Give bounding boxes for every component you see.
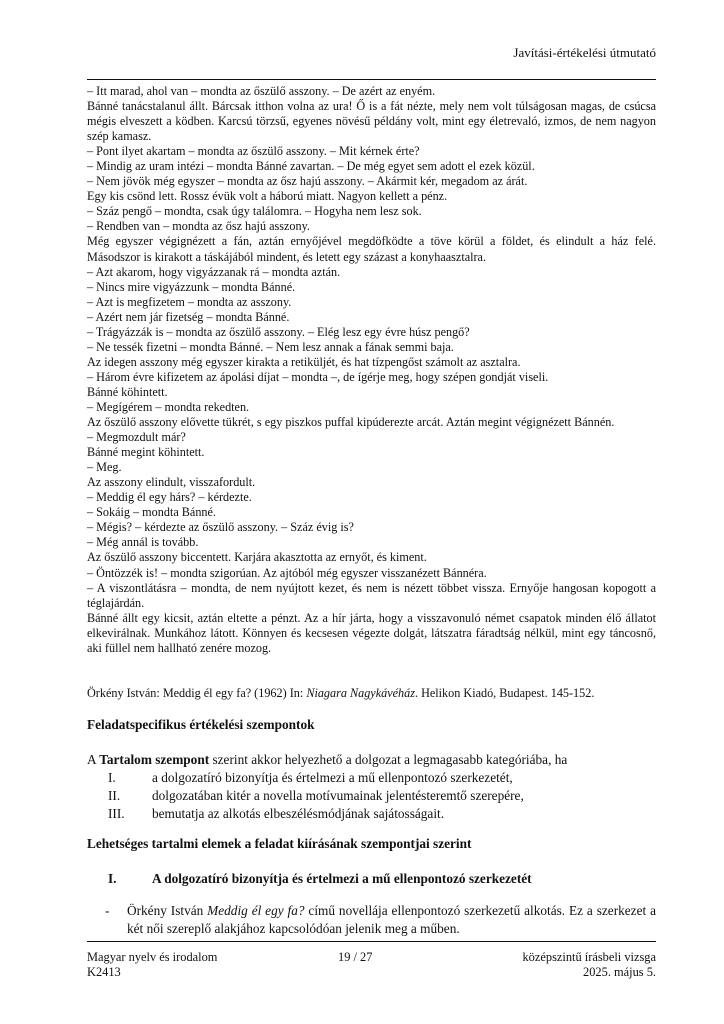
footer-right <box>522 950 656 980</box>
subsection-heading: I. A dolgozatíró bizonyítja és értelmezi a mű ellenpontozó szerkezetét <box>108 871 532 886</box>
story-paragraph: – Sokáig – mondta Bánné. <box>87 505 216 520</box>
footer-left <box>87 950 217 980</box>
page-number: 19 / 27 <box>338 950 373 964</box>
story-paragraph: Egy kis csönd lett. Rossz évük volt a háború miatt. Nagyon kellett a pénz. <box>87 189 448 204</box>
story-paragraph: – Száz pengő – mondta, csak úgy találomra. – Hogyha nem lesz sok. <box>87 204 422 219</box>
page-header-title: Javítási-értékelési útmutató <box>513 45 656 60</box>
section-heading-content-elements: Lehetséges tartalmi elemek a feladat kiírásának szempontjai szerint <box>87 836 472 851</box>
footer-code: K2413 <box>87 965 121 979</box>
footer-subject: Magyar nyelv és irodalom <box>87 950 218 964</box>
bullet-paragraph: - Örkény István Meddig él egy fa? című novellája ellenpontozó szerkezetű alkotás. Ez a szerkezet a két női szereplő alakjához kapcsolódóan jelenik meg a műben. <box>105 903 656 936</box>
story-paragraph: Bánné megint köhintett. <box>87 445 205 460</box>
story-paragraph: – Pont ilyet akartam – mondta az őszülő asszony. – Mit kérnek érte? <box>87 144 420 159</box>
footer-exam-level: középszintű írásbeli vizsga <box>522 950 656 964</box>
story-paragraph: Bánné tanácstalanul állt. Bárcsak itthon volna az ura! Ő is a fát nézte, mely nem volt túlságosan magas, de csúcsa mégis elveszett a ködben. Karcsú törzsű, egyenes növésű példány volt, mint egy életrevaló, izmos, de nem nagyon szép kamasz. <box>87 99 656 144</box>
story-paragraph: – Meddig él egy hárs? – kérdezte. <box>87 490 252 505</box>
novel-title: Meddig él egy fa? <box>207 903 305 918</box>
source-citation: Örkény István: Meddig él egy fa? (1962) In: Niagara Nagykávéház. Helikon Kiadó, Budapest. 145-152. <box>87 686 595 700</box>
story-paragraph: – Azt akarom, hogy vigyázzanak rá – mondta aztán. <box>87 264 341 279</box>
bullet-dash: - <box>105 903 110 918</box>
story-paragraph: – Rendben van – mondta az ősz hajú asszony. <box>87 219 310 234</box>
story-paragraph: Az őszülő asszony biccentett. Karjára akasztotta az ernyőt, és kiment. <box>87 550 427 565</box>
story-paragraph: – Azért nem jár fizetség – mondta Bánné. <box>87 309 290 324</box>
source-book-title: Niagara Nagykávéház <box>306 686 415 700</box>
story-paragraph: – Meg. <box>87 460 122 475</box>
story-paragraph: – Még annál is tovább. <box>87 535 199 550</box>
story-paragraph: – Öntözzék is! – mondta szigorúan. Az ajtóból még egyszer visszanézett Bánnéra. <box>87 565 487 580</box>
criteria-item: III. bemutatja az alkotás elbeszélésmódjának sajátosságait. <box>108 806 445 821</box>
story-paragraph: – Mégis? – kérdezte az őszülő asszony. – Száz évig is? <box>87 520 354 535</box>
story-paragraph: – Megmozdult már? <box>87 430 186 445</box>
header-rule <box>87 79 656 80</box>
story-paragraph: Az őszülő asszony elővette tükrét, s egy piszkos puffal kipúderezte arcát. Aztán megint végignézett Bánnén. <box>87 415 615 430</box>
criteria-list <box>108 769 524 823</box>
story-paragraph: – Megígérem – mondta rekedten. <box>87 399 250 414</box>
story-paragraph: Az asszony elindult, visszafordult. <box>87 475 256 490</box>
section-heading-criteria: Feladatspecifikus értékelési szempontok <box>87 717 315 732</box>
story-excerpt <box>87 84 656 656</box>
story-paragraph: – Ne tessék fizetni – mondta Bánné. – Nem lesz annak a fának semmi baja. <box>87 339 454 354</box>
story-paragraph: – Itt marad, ahol van – mondta az őszülő asszony. – De azért az enyém. <box>87 84 436 98</box>
story-paragraph: – Nincs mire vigyázzunk – mondta Bánné. <box>87 279 296 294</box>
criteria-intro: A Tartalom szempont szerint akkor helyezhető a dolgozat a legmagasabb kategóriába, ha <box>87 752 568 767</box>
story-paragraph: Bánné állt egy kicsit, aztán eltette a pénzt. Az a hír járta, hogy a visszavonuló német csapatok minden élő állatot elkevirálnak. Munkához látott. Könnyen és kecsesen végezte dolgát, látszatra fáradtság nélkül, mint egy táncosnő, aki füllel nem hallható zenére mozog. <box>87 610 656 655</box>
story-paragraph: – A viszontlátásra – mondta, de nem nyújtott kezet, és nem is nézett többet vissza. Ernyője hangosan kopogott a téglajárdán. <box>87 580 656 610</box>
story-paragraph: – Nem jövök még egyszer – mondta az ősz hajú asszony. – Akármit kér, megadom az árát. <box>87 174 528 189</box>
story-paragraph: – Trágyázzák is – mondta az őszülő asszony. – Elég lesz egy évre húsz pengő? <box>87 324 470 339</box>
footer-rule <box>87 941 656 942</box>
story-paragraph: – Mindig az uram intézi – mondta Bánné zavartan. – De még egyet sem adott el ezek közül. <box>87 159 535 174</box>
story-paragraph: Bánné köhintett. <box>87 384 168 399</box>
story-paragraph: – Azt is megfizetem – mondta az asszony. <box>87 294 292 309</box>
criteria-item: I. a dolgozatíró bizonyítja és értelmezi a mű ellenpontozó szerkezetét, <box>108 770 513 785</box>
story-paragraph: Az idegen asszony még egyszer kirakta a retiküljét, és hat tízpengőst számolt az asztalra. <box>87 354 521 369</box>
story-paragraph: – Három évre kifizetem az ápolási díjat – mondta –, de ígérje meg, hogy szépen gondját viseli. <box>87 369 549 384</box>
criteria-item: II. dolgozatában kitér a novella motívumainak jelentésteremtő szerepére, <box>108 788 524 803</box>
footer-date: 2025. május 5. <box>583 965 656 979</box>
story-paragraph: Még egyszer végignézett a fán, aztán ernyőjével megdöfködte a töve körül a földet, és elindult a ház felé. Másodszor is kirakott a táskájából mindent, és letett egy százast a konyhaasztalra. <box>87 234 656 264</box>
